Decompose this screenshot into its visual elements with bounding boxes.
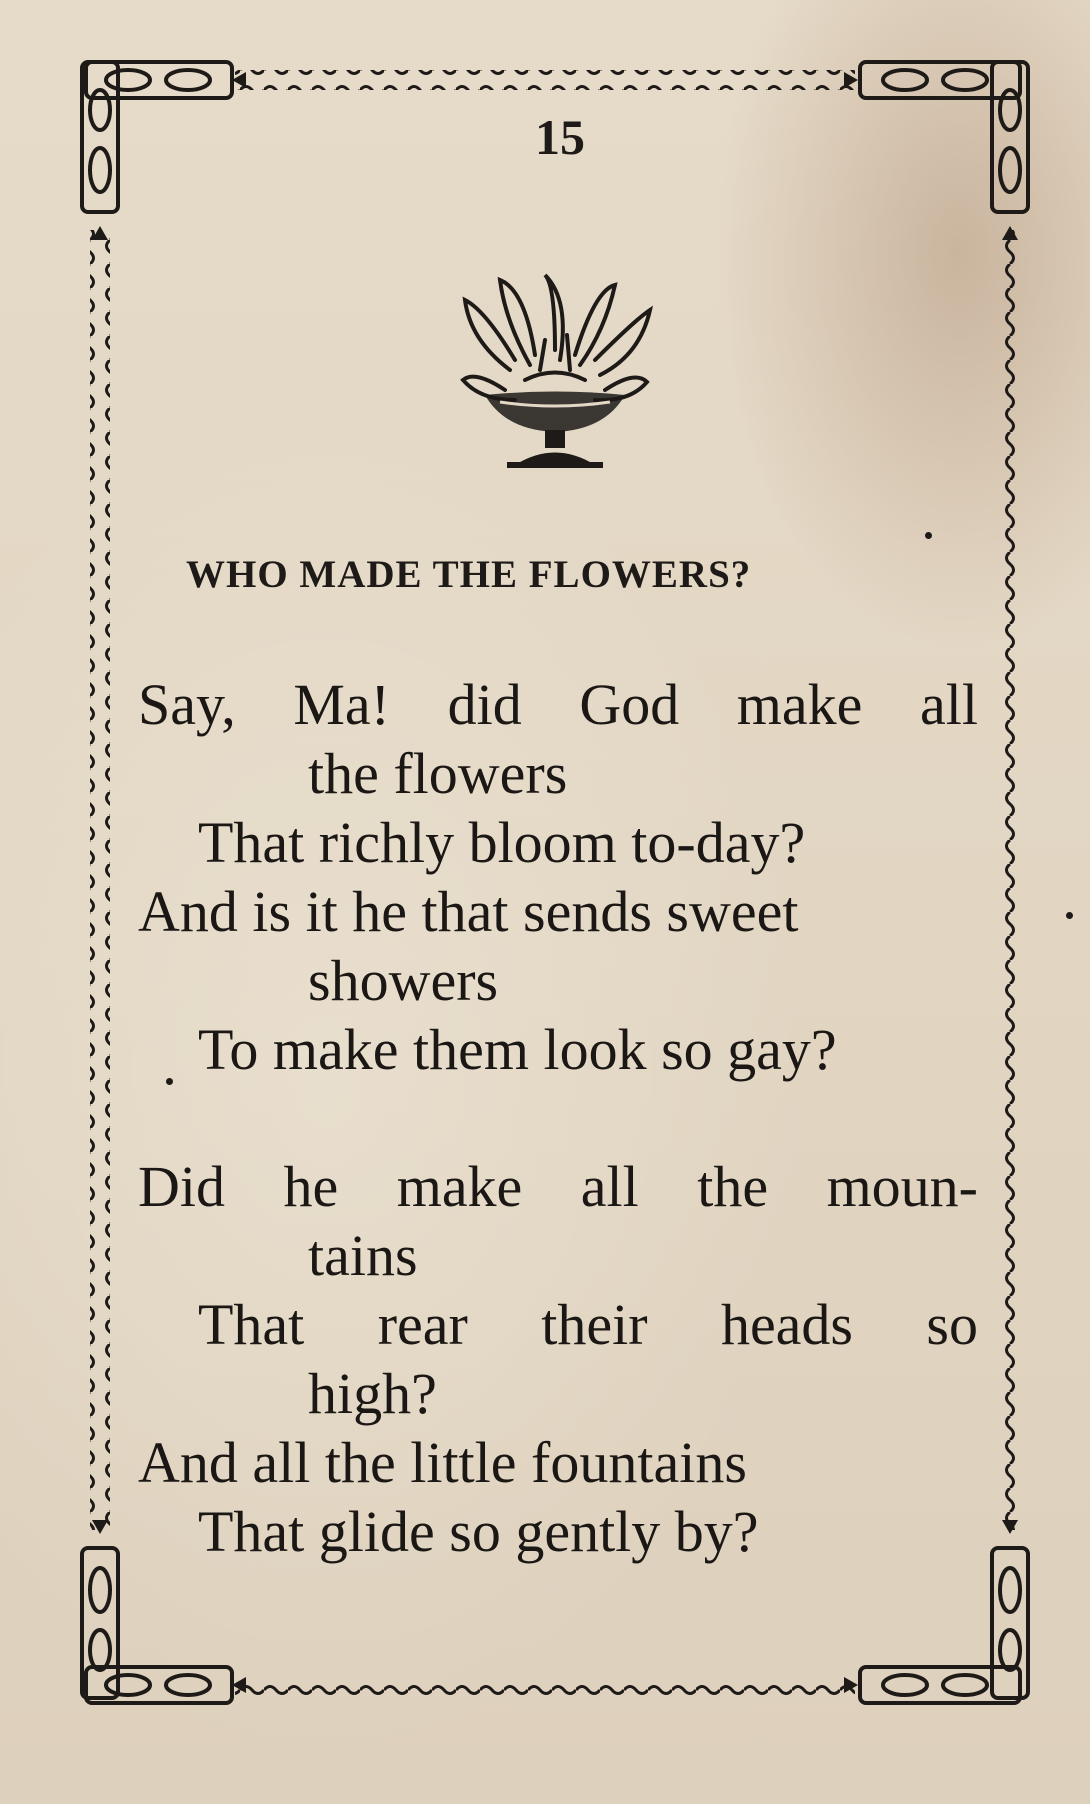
poem-line: That glide so gently by? <box>198 1499 759 1564</box>
ink-speck <box>925 532 932 539</box>
flower-vase-icon <box>455 270 655 470</box>
corner-ornament-bottom-left <box>82 1548 232 1703</box>
corner-ornament-bottom-right <box>860 1548 1028 1703</box>
poem-line: high? <box>308 1361 437 1426</box>
stanza-1 <box>138 670 988 1084</box>
stanza-2 <box>138 1152 988 1566</box>
poem-title: WHO MADE THE FLOWERS? <box>186 553 752 596</box>
poem-line: tains <box>308 1223 418 1288</box>
poem-line: showers <box>308 948 499 1013</box>
poem-line: That rear their heads so <box>198 1292 978 1357</box>
poem-line: the flowers <box>308 741 568 806</box>
poem-line: Did he make all the moun- <box>138 1154 978 1219</box>
poem-line: And all the little fountains <box>138 1430 747 1495</box>
ink-speck <box>166 1078 173 1085</box>
poem-body <box>138 670 988 1566</box>
poem-line: That richly bloom to-day? <box>198 810 806 875</box>
poem-line: Say, Ma! did God make all <box>138 672 978 737</box>
page-number: 15 <box>535 109 585 165</box>
poem-line: And is it he that sends sweet <box>138 879 799 944</box>
ink-speck <box>1066 912 1073 919</box>
poem-line: To make them look so gay? <box>198 1017 837 1082</box>
